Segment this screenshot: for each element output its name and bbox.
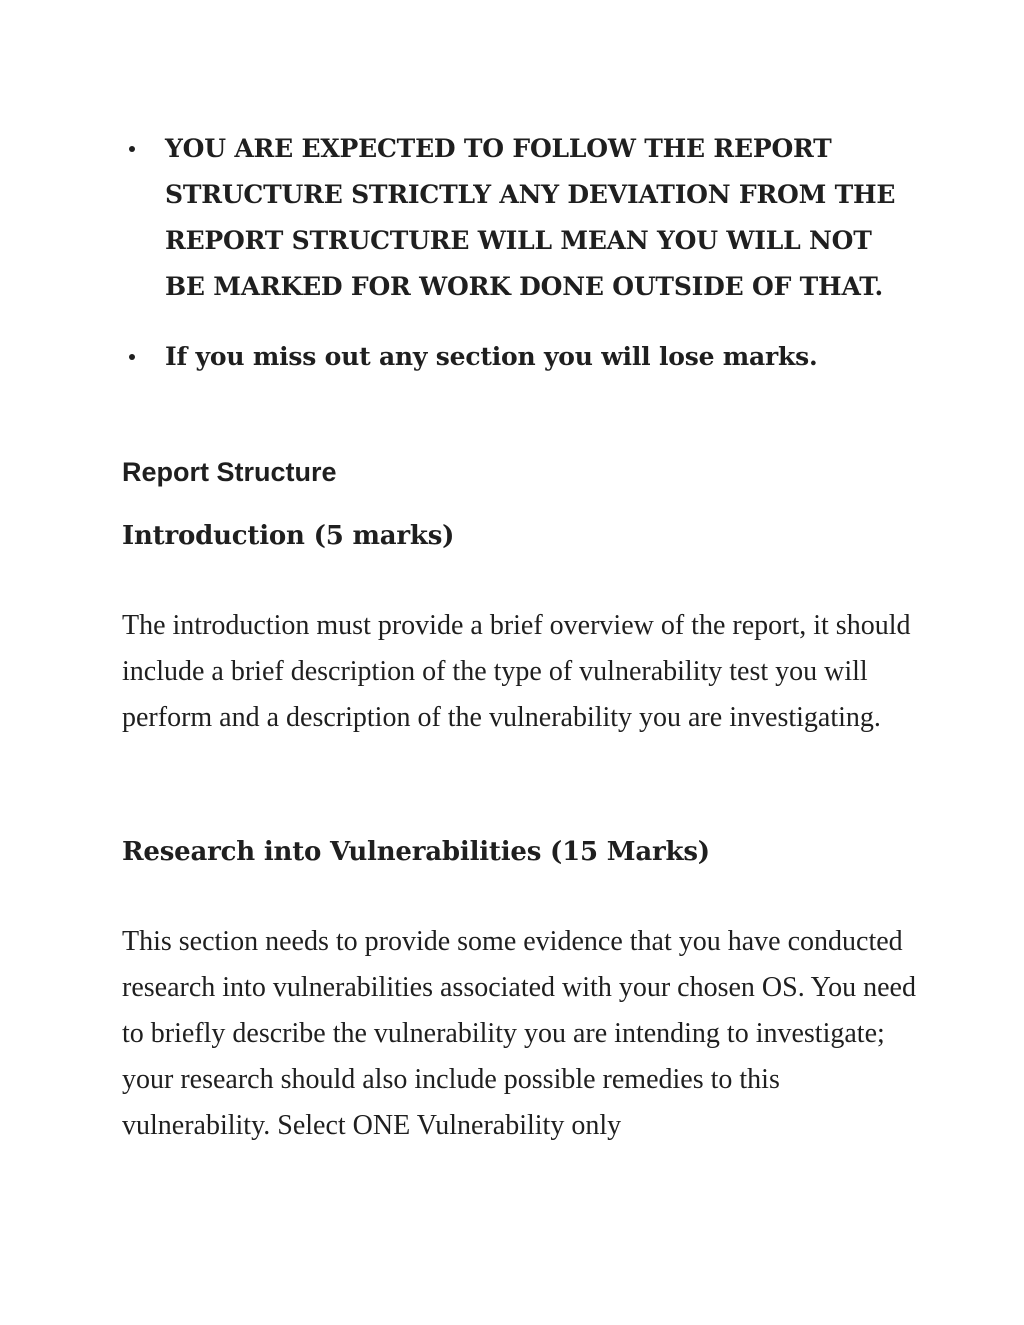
research-heading: Research into Vulnerabilities (15 Marks) — [122, 837, 710, 867]
list-item — [122, 334, 902, 380]
bullet-icon — [129, 146, 135, 152]
bullet-text: YOU ARE EXPECTED TO FOLLOW THE REPORT STRUCTURE STRICTLY ANY DEVIATION FROM THE REPORT STRUCTURE WILL MEAN YOU WILL NOT BE MARKED FOR WORK DONE OUTSIDE OF THAT. — [165, 134, 896, 301]
introduction-paragraph: The introduction must provide a brief overview of the report, it should include a brief description of the type of vulnerability test you will perform and a description of the vulnerability you are investigating. — [122, 610, 911, 733]
introduction-heading: Introduction (5 marks) — [122, 521, 455, 551]
bullet-icon — [129, 354, 135, 360]
list-item — [122, 126, 902, 310]
research-paragraph: This section needs to provide some evidence that you have conducted research into vulnerabilities associated with your chosen OS. You need to briefly describe the vulnerability you are intending to investigate; your research should also include possible remedies to this vulnerability. Select ONE Vulnerability only — [122, 926, 916, 1141]
report-structure-title: Report Structure — [122, 457, 337, 487]
bullet-text: If you miss out any section you will lose marks. — [165, 342, 818, 371]
instruction-list — [122, 126, 902, 404]
